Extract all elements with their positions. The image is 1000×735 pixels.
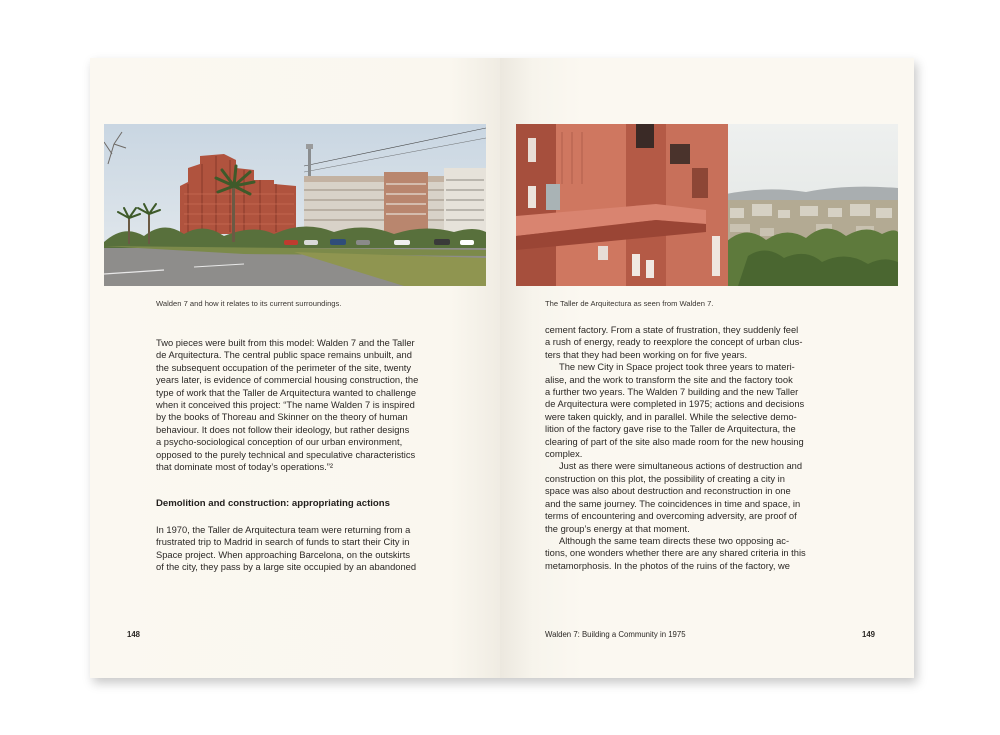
text-line: years later, is evidence of commercial housing construction, the <box>156 375 419 386</box>
text-line: Space project. When approaching Barcelona, on the outskirts <box>156 549 410 560</box>
text-line: a rush of energy, ready to reexplore the concept of urban clus- <box>545 337 803 348</box>
text-line: alise, and the work to transform the site and the factory took <box>545 374 793 385</box>
text-line: ters that they had been working on for five years. <box>545 349 748 360</box>
text-line: a further two years. The Walden 7 building and the new Taller <box>545 387 799 398</box>
text-line: behaviour. It does not follow their ideology, but rather designs <box>156 424 410 435</box>
page-number-right: 149 <box>862 630 876 639</box>
section-heading: Demolition and construction: appropriating actions <box>156 498 390 509</box>
text-line: Two pieces were built from this model: Walden 7 and the Taller <box>156 338 415 348</box>
taller-arquitectura-photo <box>516 124 898 286</box>
text-line: de Arquitectura. The central public space remains unbuilt, and <box>156 350 412 361</box>
left-paragraph-2 <box>156 524 416 574</box>
text-line: Although the same team directs these two opposing ac- <box>559 535 790 546</box>
right-photo-caption: The Taller de Arquitectura as seen from Walden 7. <box>545 299 714 308</box>
text-line: space was also about destruction and reconstruction in one <box>545 486 791 497</box>
page-number-left: 148 <box>127 630 141 639</box>
left-paragraph-1 <box>156 337 418 473</box>
text-line: frustrated trip to Madrid in search of funds to start their City in <box>156 537 410 548</box>
left-photo-caption: Walden 7 and how it relates to its current surroundings. <box>156 299 342 308</box>
text-line: terms of encountering and overcoming adversity, are proof of <box>545 511 797 522</box>
text-line: clearing of part of the site also made room for the new housing <box>545 436 804 447</box>
text-line: a psycho-sociological conception of our urban environment, <box>156 437 403 448</box>
text-line: cement factory. From a state of frustration, they suddenly feel <box>545 325 799 335</box>
text-line: complex. <box>545 449 583 460</box>
text-line: the group’s energy at that moment. <box>545 523 690 534</box>
text-line: that dominate most of today’s operations.”² <box>156 462 333 473</box>
text-line: Just as there were simultaneous actions of destruction and <box>559 461 803 472</box>
running-footer: Walden 7: Building a Community in 1975 <box>545 630 686 639</box>
text-line: when it conceived this project: “The name Walden 7 is inspired <box>156 400 415 411</box>
text-line: construction on this plot, the possibility of creating a city in <box>545 473 785 484</box>
text-line: and the same journey. The coincidences in time and space, in <box>545 498 801 509</box>
right-body-text <box>545 324 806 572</box>
text-line: opposed to the purely technical and speculative characteristics <box>156 449 416 460</box>
right-page <box>500 58 914 678</box>
text-line: The new City in Space project took three years to materi- <box>559 362 795 373</box>
text-line: the subsequent occupation of the perimeter of the site, twenty <box>156 362 412 373</box>
text-line: In 1970, the Taller de Arquitectura team were returning from a <box>156 525 411 535</box>
text-line: de Arquitectura were completed in 1975; actions and decisions <box>545 399 805 410</box>
text-line: of the city, they pass by a large site occupied by an abandoned <box>156 562 417 573</box>
left-page <box>90 58 500 678</box>
text-line: lition of the factory gave rise to the Taller de Arquitectura, the <box>545 424 796 435</box>
text-line: by the books of Thoreau and Skinner on the theory of human <box>156 412 408 423</box>
text-line: type of work that the Taller de Arquitectura wanted to challenge <box>156 387 417 398</box>
walden7-street-photo <box>104 124 486 286</box>
text-line: tions, one wonders whether there are any shared criteria in this <box>545 548 806 559</box>
book-spread <box>90 58 914 678</box>
text-line: were taken quickly, and in parallel. While the selective demo- <box>545 411 797 422</box>
text-line: metamorphosis. In the photos of the ruins of the factory, we <box>545 560 790 571</box>
